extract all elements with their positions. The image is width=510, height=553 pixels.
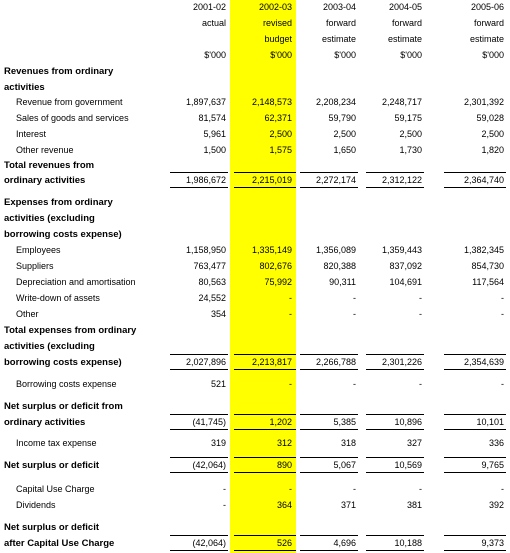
line-item-label: Capital Use Charge bbox=[16, 484, 95, 494]
col-header-type2: budget bbox=[264, 34, 292, 44]
value-cell: 2,312,122 bbox=[381, 175, 422, 185]
section-heading: activities bbox=[4, 82, 45, 93]
line-item-label: Income tax expense bbox=[16, 438, 97, 448]
line-item-label: Write-down of assets bbox=[16, 293, 100, 303]
value-cell: 1,986,672 bbox=[185, 175, 226, 185]
total-rule-line bbox=[300, 354, 358, 355]
total-rule-line bbox=[444, 429, 506, 430]
value-cell: 59,790 bbox=[328, 113, 356, 123]
value-cell: 1,650 bbox=[333, 145, 356, 155]
value-cell: 327 bbox=[406, 438, 422, 448]
total-rule-line bbox=[300, 369, 358, 370]
value-cell: (42,064) bbox=[192, 538, 226, 548]
col-header-type: forward bbox=[473, 18, 504, 28]
total-rule-line bbox=[300, 457, 358, 458]
value-cell: 80,563 bbox=[198, 277, 226, 287]
value-cell: 336 bbox=[488, 438, 504, 448]
section-heading: Total revenues from bbox=[4, 160, 95, 171]
total-rule-line bbox=[366, 354, 424, 355]
value-cell: 2,266,788 bbox=[315, 357, 356, 367]
value-cell: - bbox=[419, 293, 422, 303]
total-rule-line bbox=[234, 369, 296, 370]
value-cell: 10,188 bbox=[394, 538, 422, 548]
value-cell: 1,820 bbox=[481, 145, 504, 155]
total-rule-line bbox=[170, 414, 228, 415]
value-cell: - bbox=[353, 379, 356, 389]
value-cell: - bbox=[289, 309, 292, 319]
value-cell: 526 bbox=[276, 538, 292, 548]
value-cell: 1,202 bbox=[269, 417, 292, 427]
value-cell: 9,373 bbox=[481, 538, 504, 548]
value-cell: 2,148,573 bbox=[251, 97, 292, 107]
total-rule-line bbox=[170, 457, 228, 458]
value-cell: - bbox=[289, 484, 292, 494]
value-cell: 371 bbox=[340, 500, 356, 510]
value-cell: 802,676 bbox=[259, 261, 292, 271]
value-cell: 763,477 bbox=[193, 261, 226, 271]
value-cell: 1,730 bbox=[399, 145, 422, 155]
section-heading: activities (excluding bbox=[4, 213, 95, 224]
col-header-unit: $'000 bbox=[482, 50, 504, 60]
col-header-type: actual bbox=[201, 18, 226, 28]
col-header-year: 2003-04 bbox=[322, 2, 356, 12]
total-rule-line bbox=[234, 550, 296, 551]
value-cell: 837,092 bbox=[389, 261, 422, 271]
value-cell: 319 bbox=[210, 438, 226, 448]
value-cell: (42,064) bbox=[192, 460, 226, 470]
value-cell: 2,027,896 bbox=[185, 357, 226, 367]
col-header-unit: $'000 bbox=[270, 50, 292, 60]
total-rule-line bbox=[234, 472, 296, 473]
total-rule-line bbox=[300, 414, 358, 415]
total-rule-line bbox=[300, 187, 358, 188]
value-cell: 24,552 bbox=[198, 293, 226, 303]
total-rule-line bbox=[300, 535, 358, 536]
total-rule-line bbox=[366, 472, 424, 473]
value-cell: 2,272,174 bbox=[315, 175, 356, 185]
value-cell: - bbox=[501, 293, 504, 303]
total-rule-line bbox=[444, 187, 506, 188]
col-header-type: forward bbox=[325, 18, 356, 28]
value-cell: 2,208,234 bbox=[315, 97, 356, 107]
total-rule-line bbox=[170, 187, 228, 188]
line-item-label: Employees bbox=[16, 245, 61, 255]
section-heading: borrowing costs expense) bbox=[4, 357, 122, 368]
value-cell: - bbox=[419, 484, 422, 494]
line-item-label: Suppliers bbox=[16, 261, 54, 271]
value-cell: 521 bbox=[210, 379, 226, 389]
total-rule-line bbox=[170, 472, 228, 473]
total-rule-line bbox=[234, 414, 296, 415]
value-cell: 854,730 bbox=[471, 261, 504, 271]
section-heading: borrowing costs expense) bbox=[4, 229, 122, 240]
total-rule-line bbox=[366, 369, 424, 370]
total-rule-line bbox=[170, 172, 228, 173]
value-cell: (41,745) bbox=[192, 417, 226, 427]
total-rule-line bbox=[300, 472, 358, 473]
section-heading: Net surplus or deficit from bbox=[4, 401, 123, 412]
total-rule-line bbox=[444, 369, 506, 370]
line-item-label: Borrowing costs expense bbox=[16, 379, 117, 389]
value-cell: 75,992 bbox=[264, 277, 292, 287]
total-rule-line bbox=[234, 172, 296, 173]
value-cell: 10,569 bbox=[394, 460, 422, 470]
value-cell: 5,067 bbox=[333, 460, 356, 470]
value-cell: 1,158,950 bbox=[185, 245, 226, 255]
value-cell: 10,101 bbox=[476, 417, 504, 427]
total-rule-line bbox=[366, 414, 424, 415]
col-header-year: 2005-06 bbox=[470, 2, 504, 12]
section-heading: Net surplus or deficit bbox=[4, 522, 100, 533]
value-cell: - bbox=[501, 309, 504, 319]
value-cell: - bbox=[289, 379, 292, 389]
value-cell: 820,388 bbox=[323, 261, 356, 271]
col-header-type2: estimate bbox=[321, 34, 356, 44]
total-rule-line bbox=[170, 550, 228, 551]
total-rule-line bbox=[444, 472, 506, 473]
col-header-year: 2001-02 bbox=[192, 2, 226, 12]
section-heading: Revenues from ordinary bbox=[4, 66, 114, 77]
value-cell: - bbox=[501, 484, 504, 494]
value-cell: - bbox=[223, 500, 226, 510]
value-cell: - bbox=[353, 293, 356, 303]
value-cell: 9,765 bbox=[481, 460, 504, 470]
line-item-label: Interest bbox=[16, 129, 47, 139]
total-rule-line bbox=[170, 354, 228, 355]
value-cell: - bbox=[419, 379, 422, 389]
total-rule-line bbox=[234, 457, 296, 458]
value-cell: 1,897,637 bbox=[185, 97, 226, 107]
value-cell: 2,500 bbox=[269, 129, 292, 139]
value-cell: 1,356,089 bbox=[315, 245, 356, 255]
value-cell: 10,896 bbox=[394, 417, 422, 427]
value-cell: 890 bbox=[276, 460, 292, 470]
value-cell: - bbox=[501, 379, 504, 389]
section-heading: ordinary activities bbox=[4, 417, 86, 428]
value-cell: 364 bbox=[276, 500, 292, 510]
line-item-label: Other bbox=[16, 309, 39, 319]
line-item-label: Sales of goods and services bbox=[16, 113, 129, 123]
total-rule-line bbox=[444, 172, 506, 173]
value-cell: - bbox=[353, 484, 356, 494]
value-cell: - bbox=[353, 309, 356, 319]
col-header-unit: $'000 bbox=[334, 50, 356, 60]
value-cell: 2,301,226 bbox=[381, 357, 422, 367]
value-cell: 5,961 bbox=[203, 129, 226, 139]
value-cell: 1,335,149 bbox=[251, 245, 292, 255]
value-cell: 354 bbox=[210, 309, 226, 319]
total-rule-line bbox=[444, 457, 506, 458]
total-rule-line bbox=[300, 550, 358, 551]
total-rule-line bbox=[444, 414, 506, 415]
value-cell: 117,564 bbox=[472, 277, 504, 287]
total-rule-line bbox=[366, 172, 424, 173]
value-cell: 59,175 bbox=[394, 113, 422, 123]
total-rule-line bbox=[366, 187, 424, 188]
value-cell: 2,248,717 bbox=[381, 97, 422, 107]
total-rule-line bbox=[366, 457, 424, 458]
value-cell: - bbox=[419, 309, 422, 319]
value-cell: 312 bbox=[276, 438, 292, 448]
line-item-label: Dividends bbox=[16, 500, 56, 510]
col-header-type: forward bbox=[391, 18, 422, 28]
total-rule-line bbox=[234, 429, 296, 430]
total-rule-line bbox=[170, 535, 228, 536]
total-rule-line bbox=[366, 429, 424, 430]
value-cell: 2,364,740 bbox=[463, 175, 504, 185]
section-heading: ordinary activities bbox=[4, 175, 86, 186]
col-header-type2: estimate bbox=[387, 34, 422, 44]
value-cell: 1,575 bbox=[269, 145, 292, 155]
value-cell: 62,371 bbox=[264, 113, 292, 123]
value-cell: 4,696 bbox=[333, 538, 356, 548]
total-rule-line bbox=[170, 369, 228, 370]
total-rule-line bbox=[234, 354, 296, 355]
value-cell: - bbox=[223, 484, 226, 494]
value-cell: 5,385 bbox=[333, 417, 356, 427]
line-item-label: Revenue from government bbox=[16, 97, 123, 107]
value-cell: 2,354,639 bbox=[463, 357, 504, 367]
value-cell: 2,215,019 bbox=[251, 175, 292, 185]
col-header-year: 2002-03 bbox=[258, 2, 292, 12]
total-rule-line bbox=[234, 187, 296, 188]
total-rule-line bbox=[444, 550, 506, 551]
value-cell: 1,500 bbox=[203, 145, 226, 155]
total-rule-line bbox=[366, 535, 424, 536]
value-cell: 2,500 bbox=[333, 129, 356, 139]
total-rule-line bbox=[300, 172, 358, 173]
col-header-year: 2004-05 bbox=[388, 2, 422, 12]
value-cell: 392 bbox=[488, 500, 504, 510]
col-header-unit: $'000 bbox=[204, 50, 226, 60]
total-rule-line bbox=[444, 354, 506, 355]
value-cell: 90,311 bbox=[329, 277, 356, 287]
col-header-type2: estimate bbox=[469, 34, 504, 44]
value-cell: 2,500 bbox=[399, 129, 422, 139]
total-rule-line bbox=[300, 429, 358, 430]
total-rule-line bbox=[444, 535, 506, 536]
section-heading: activities (excluding bbox=[4, 341, 95, 352]
value-cell: - bbox=[289, 293, 292, 303]
section-heading: after Capital Use Charge bbox=[4, 538, 115, 549]
value-cell: 1,382,345 bbox=[463, 245, 504, 255]
value-cell: 81,574 bbox=[198, 113, 226, 123]
section-heading: Expenses from ordinary bbox=[4, 197, 113, 208]
total-rule-line bbox=[170, 429, 228, 430]
line-item-label: Other revenue bbox=[16, 145, 74, 155]
value-cell: 104,691 bbox=[389, 277, 422, 287]
line-item-label: Depreciation and amortisation bbox=[16, 277, 136, 287]
value-cell: 2,301,392 bbox=[463, 97, 504, 107]
col-header-type: revised bbox=[262, 18, 292, 28]
value-cell: 2,213,817 bbox=[251, 357, 292, 367]
value-cell: 318 bbox=[340, 438, 356, 448]
value-cell: 59,028 bbox=[476, 113, 504, 123]
col-header-unit: $'000 bbox=[400, 50, 422, 60]
section-heading: Total expenses from ordinary bbox=[4, 325, 137, 336]
value-cell: 381 bbox=[406, 500, 422, 510]
total-rule-line bbox=[366, 550, 424, 551]
total-rule-line bbox=[234, 535, 296, 536]
section-heading: Net surplus or deficit bbox=[4, 460, 100, 471]
value-cell: 1,359,443 bbox=[381, 245, 422, 255]
value-cell: 2,500 bbox=[481, 129, 504, 139]
